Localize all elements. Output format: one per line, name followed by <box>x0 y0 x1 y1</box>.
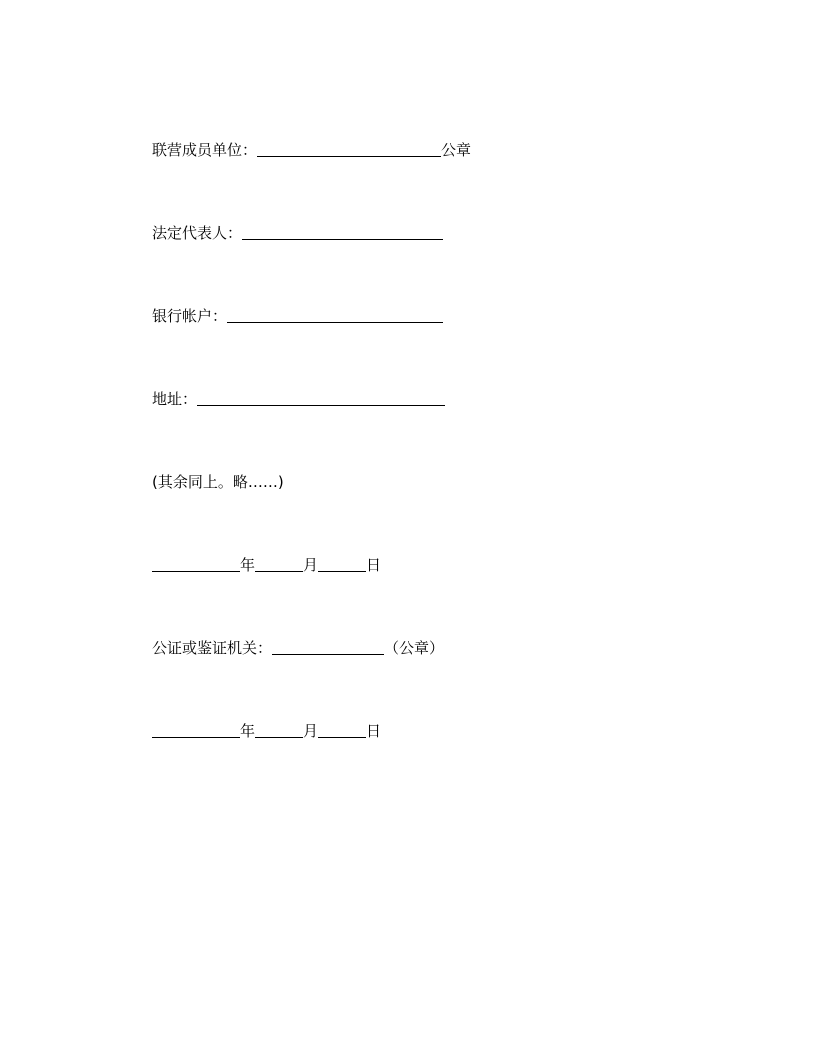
year-blank <box>152 555 240 572</box>
month-label: 月 <box>303 722 319 740</box>
member-unit-line <box>152 137 471 159</box>
bank-account-line <box>152 303 443 325</box>
date-line-2 <box>152 718 381 740</box>
month-blank <box>255 721 303 738</box>
day-blank <box>318 555 366 572</box>
legal-rep-blank <box>242 223 443 240</box>
day-label: 日 <box>366 722 382 740</box>
month-blank <box>255 555 303 572</box>
member-unit-label: 联营成员单位： <box>152 141 258 159</box>
notary-line <box>152 635 444 657</box>
year-label: 年 <box>240 722 256 740</box>
notary-blank <box>272 638 384 655</box>
notary-suffix: （公章） <box>384 639 445 657</box>
bank-account-blank <box>227 306 443 323</box>
bank-account-label: 银行帐户： <box>152 307 228 325</box>
member-unit-suffix: 公章 <box>441 141 472 159</box>
legal-rep-line <box>152 220 443 242</box>
notary-label: 公证或鉴证机关： <box>152 639 273 657</box>
month-label: 月 <box>303 556 319 574</box>
remainder-line <box>152 469 284 491</box>
member-unit-blank <box>257 140 441 157</box>
day-label: 日 <box>366 556 382 574</box>
day-blank <box>318 721 366 738</box>
address-line <box>152 386 445 408</box>
legal-rep-label: 法定代表人： <box>152 224 243 242</box>
remainder-note: (其余同上。略……) <box>152 473 284 491</box>
address-label: 地址： <box>152 390 198 408</box>
year-blank <box>152 721 240 738</box>
address-blank <box>197 389 445 406</box>
date-line-1 <box>152 552 381 574</box>
year-label: 年 <box>240 556 256 574</box>
